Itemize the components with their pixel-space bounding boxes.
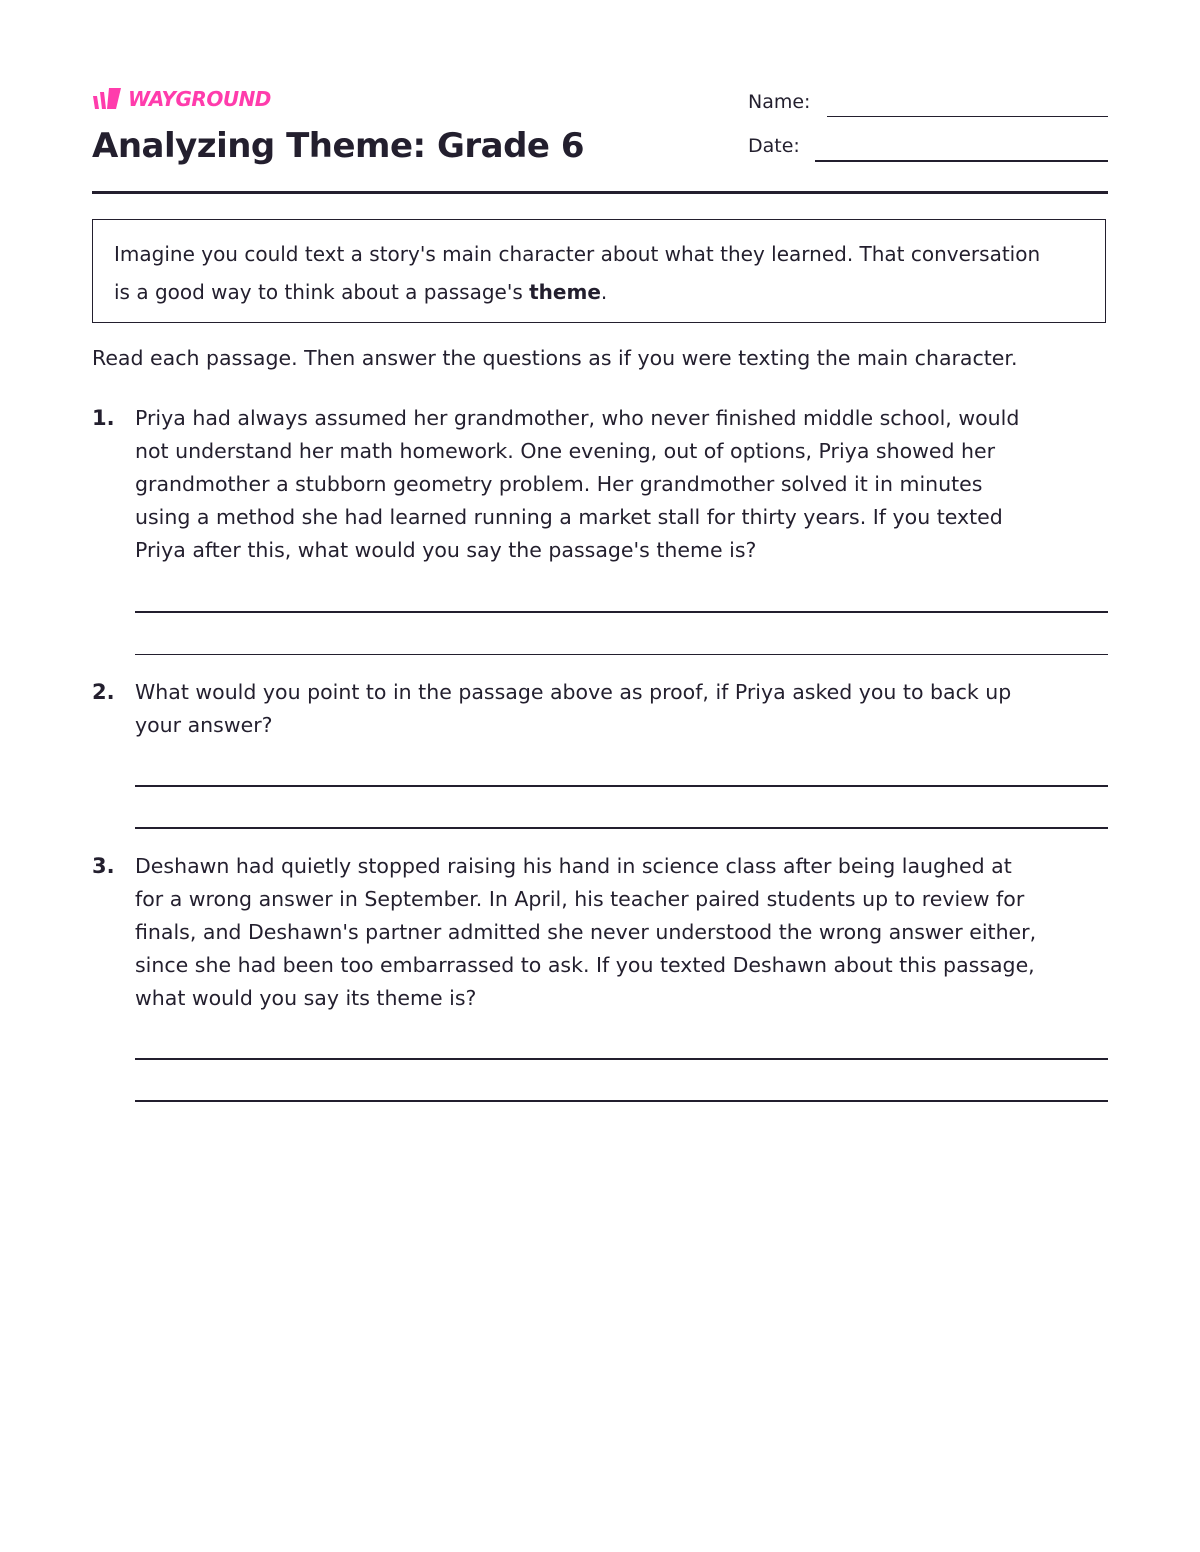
intro-line-2-start: is a good way to think about a passage's xyxy=(114,280,530,304)
question-1-number: 1. xyxy=(92,406,115,430)
question-line: Priya after this, what would you say the passage's theme is? xyxy=(135,538,757,562)
header-divider xyxy=(92,191,1108,194)
question-line: Priya had always assumed her grandmother, who never finished middle school, would xyxy=(135,406,1020,430)
question-line: using a method she had learned running a market stall for thirty years. If you texted xyxy=(135,505,1003,529)
question-line: What would you point to in the passage above as proof, if Priya asked you to back up xyxy=(135,680,1012,704)
question-1-answer-line-2[interactable] xyxy=(135,654,1108,655)
intro-box xyxy=(92,219,1106,323)
date-field[interactable] xyxy=(815,160,1108,162)
question-line: finals, and Deshawn's partner admitted she never understood the wrong answer either, xyxy=(135,920,1037,944)
question-3-text xyxy=(135,850,1110,1015)
question-line: grandmother a stubborn geometry problem. Her grandmother solved it in minutes xyxy=(135,472,983,496)
question-3-answer-line-1[interactable] xyxy=(135,1058,1108,1060)
question-line: your answer? xyxy=(135,713,273,737)
question-line: for a wrong answer in September. In April, his teacher paired students up to review for xyxy=(135,887,1025,911)
name-field[interactable] xyxy=(827,116,1108,117)
instructions: Read each passage. Then answer the questions as if you were texting the main character. xyxy=(92,346,1018,370)
question-2-answer-line-1[interactable] xyxy=(135,785,1108,787)
question-2-text xyxy=(135,676,1110,742)
question-1-answer-line-1[interactable] xyxy=(135,611,1108,613)
date-label: Date: xyxy=(748,135,800,157)
logo-wordmark: WAYGROUND xyxy=(128,87,271,111)
page-title: Analyzing Theme: Grade 6 xyxy=(92,126,584,166)
name-label: Name: xyxy=(748,91,811,113)
question-line: not understand her math homework. One evening, out of options, Priya showed her xyxy=(135,439,996,463)
wayground-mark-icon xyxy=(92,88,122,110)
question-line: Deshawn had quietly stopped raising his hand in science class after being laughed at xyxy=(135,854,1012,878)
question-line: since she had been too embarrassed to ask. If you texted Deshawn about this passage, xyxy=(135,953,1035,977)
intro-theme-keyword: theme xyxy=(529,280,601,304)
wayground-logo xyxy=(92,87,271,111)
question-3-number: 3. xyxy=(92,854,115,878)
intro-line-1: Imagine you could text a story's main character about what they learned. That conversation xyxy=(114,242,1041,266)
question-line: what would you say its theme is? xyxy=(135,986,477,1010)
question-2-number: 2. xyxy=(92,680,115,704)
question-3-answer-line-2[interactable] xyxy=(135,1100,1108,1102)
intro-line-2-end: . xyxy=(600,280,608,304)
question-1-text xyxy=(135,402,1110,567)
question-2-answer-line-2[interactable] xyxy=(135,827,1108,829)
